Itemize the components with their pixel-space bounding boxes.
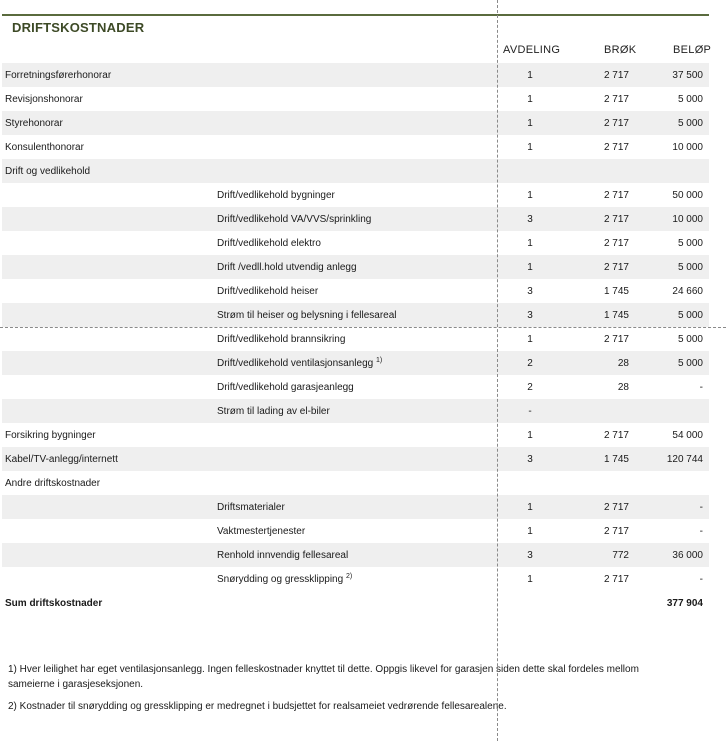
avdeling-cell: 1 bbox=[527, 70, 533, 81]
row-sublabel-text: Drift/vedlikehold elektro bbox=[217, 238, 321, 249]
table-row bbox=[2, 279, 709, 303]
belop-cell: 120 744 bbox=[666, 454, 703, 465]
belop-cell: 36 000 bbox=[672, 550, 703, 561]
row-sublabel-text: Drift/vedlikehold VA/VVS/sprinkling bbox=[217, 214, 372, 225]
brok-cell: 2 717 bbox=[603, 94, 629, 105]
row-sublabel-text: Drift /vedll.hold utvendig anlegg bbox=[217, 262, 357, 273]
avdeling-cell: 3 bbox=[527, 310, 533, 321]
table-row bbox=[2, 423, 709, 447]
row-label: Forsikring bygninger bbox=[5, 430, 96, 441]
avdeling-cell: 1 bbox=[527, 94, 533, 105]
row-sublabel-text: Strøm til heiser og belysning i fellesareal bbox=[217, 310, 397, 321]
brok-cell: 2 717 bbox=[603, 142, 629, 153]
table-row bbox=[2, 471, 709, 495]
brok-cell: 2 717 bbox=[603, 502, 629, 513]
avdeling-cell: 1 bbox=[527, 190, 533, 201]
belop-cell: 50 000 bbox=[672, 190, 703, 201]
row-label: Revisjonshonorar bbox=[5, 94, 83, 105]
table-row bbox=[2, 159, 709, 183]
avdeling-cell: 2 bbox=[527, 358, 533, 369]
table-row bbox=[2, 303, 709, 327]
avdeling-cell: 1 bbox=[527, 430, 533, 441]
table-row bbox=[2, 351, 709, 375]
table-row bbox=[2, 543, 709, 567]
avdeling-cell: 1 bbox=[527, 334, 533, 345]
table-row bbox=[2, 399, 709, 423]
brok-cell: 2 717 bbox=[603, 118, 629, 129]
belop-cell: 5 000 bbox=[677, 94, 703, 105]
avdeling-cell: 3 bbox=[527, 214, 533, 225]
row-sublabel-text: Drift/vedlikehold ventilasjonsanlegg bbox=[217, 358, 374, 369]
avdeling-cell: 1 bbox=[527, 142, 533, 153]
row-sublabel bbox=[217, 286, 318, 297]
column-header-brok: BRØK bbox=[604, 44, 637, 56]
brok-cell: 2 717 bbox=[603, 574, 629, 585]
row-sublabel-text: Vaktmestertjenester bbox=[217, 526, 306, 537]
brok-cell: 2 717 bbox=[603, 430, 629, 441]
row-label: Drift og vedlikehold bbox=[5, 166, 91, 177]
row-sublabel bbox=[217, 310, 397, 321]
row-sublabel bbox=[217, 502, 285, 513]
avdeling-cell: 1 bbox=[527, 118, 533, 129]
brok-cell: 28 bbox=[617, 358, 629, 369]
table-row bbox=[2, 207, 709, 231]
total-row bbox=[2, 591, 709, 615]
belop-cell: 5 000 bbox=[677, 262, 703, 273]
row-sublabel-text: Renhold innvendig fellesareal bbox=[217, 550, 349, 561]
page-fold-guide-vertical bbox=[497, 0, 498, 741]
row-sublabel bbox=[217, 262, 357, 273]
brok-cell: 2 717 bbox=[603, 238, 629, 249]
belop-cell: - bbox=[699, 382, 703, 393]
belop-cell: 24 660 bbox=[672, 286, 703, 297]
row-sublabel bbox=[217, 550, 348, 561]
row-label: Konsulenthonorar bbox=[5, 142, 84, 153]
row-sublabel bbox=[217, 406, 330, 417]
row-sublabel-text: Drift/vedlikehold heiser bbox=[217, 286, 319, 297]
row-label: Styrehonorar bbox=[5, 118, 63, 129]
row-sublabel bbox=[217, 190, 335, 201]
brok-cell: 1 745 bbox=[603, 286, 629, 297]
row-sublabel bbox=[217, 238, 321, 249]
brok-cell: 772 bbox=[612, 550, 629, 561]
table-row bbox=[2, 87, 709, 111]
row-sublabel bbox=[217, 334, 345, 345]
brok-cell: 2 717 bbox=[603, 214, 629, 225]
brok-cell: 2 717 bbox=[603, 190, 629, 201]
brok-cell: 2 717 bbox=[603, 334, 629, 345]
column-header-belop: BELØP bbox=[673, 44, 712, 56]
avdeling-cell: 3 bbox=[527, 286, 533, 297]
row-label: Andre driftskostnader bbox=[5, 478, 101, 489]
brok-cell: 2 717 bbox=[603, 526, 629, 537]
brok-cell: 28 bbox=[617, 382, 629, 393]
section-title: DRIFTSKOSTNADER bbox=[12, 20, 145, 35]
brok-cell: 2 717 bbox=[603, 70, 629, 81]
belop-cell: 5 000 bbox=[677, 358, 703, 369]
row-label: Forretningsførerhonorar bbox=[5, 70, 112, 81]
avdeling-cell: 2 bbox=[527, 382, 533, 393]
row-label: Sum driftskostnader bbox=[5, 598, 103, 609]
table-row bbox=[2, 63, 709, 87]
row-label: Kabel/TV-anlegg/internett bbox=[5, 454, 118, 465]
row-sublabel-text: Snørydding og gressklipping bbox=[217, 574, 344, 585]
avdeling-cell: 1 bbox=[527, 502, 533, 513]
brok-cell: 1 745 bbox=[603, 310, 629, 321]
belop-cell: 5 000 bbox=[677, 310, 703, 321]
avdeling-cell: 3 bbox=[527, 550, 533, 561]
table-row bbox=[2, 519, 709, 543]
table-row bbox=[2, 447, 709, 471]
table-row bbox=[2, 327, 709, 351]
table-row bbox=[2, 135, 709, 159]
row-sublabel-text: Drift/vedlikehold brannsikring bbox=[217, 334, 346, 345]
table-row bbox=[2, 255, 709, 279]
table-row bbox=[2, 375, 709, 399]
belop-cell: - bbox=[699, 526, 703, 537]
belop-cell: 5 000 bbox=[677, 334, 703, 345]
table-row bbox=[2, 111, 709, 135]
row-sublabel-text: Strøm til lading av el-biler bbox=[217, 406, 330, 417]
footnote-2: 2) Kostnader til snørydding og gressklipping er medregnet i budsjettet for realsameiet vedrørende fellesarealene. bbox=[8, 701, 507, 712]
belop-cell: - bbox=[699, 502, 703, 513]
footnote-1: 1) Hver leilighet har eget ventilasjonsanlegg. Ingen felleskostnader knyttet til dette. Oppgis likevel for garasjen siden dette skal fordeles mellom sameierne i garasjeseksjonen. bbox=[8, 664, 639, 690]
belop-cell: 5 000 bbox=[677, 238, 703, 249]
footnote-marker: 2) bbox=[345, 573, 353, 580]
brok-cell: 1 745 bbox=[603, 454, 629, 465]
footnote-marker: 1) bbox=[375, 357, 383, 364]
belop-cell: - bbox=[699, 574, 703, 585]
page-fold-guide-horizontal bbox=[0, 327, 726, 328]
belop-cell: 377 904 bbox=[666, 598, 703, 609]
row-sublabel bbox=[217, 574, 352, 585]
brok-cell: 2 717 bbox=[603, 262, 629, 273]
row-sublabel-text: Driftsmaterialer bbox=[217, 502, 285, 513]
section-top-rule bbox=[2, 14, 709, 16]
row-sublabel bbox=[217, 382, 354, 393]
row-sublabel bbox=[217, 358, 382, 369]
table-row bbox=[2, 231, 709, 255]
belop-cell: 10 000 bbox=[672, 214, 703, 225]
table-row bbox=[2, 495, 709, 519]
table-row bbox=[2, 183, 709, 207]
row-sublabel-text: Drift/vedlikehold garasjeanlegg bbox=[217, 382, 354, 393]
cost-table bbox=[2, 63, 709, 615]
table-row bbox=[2, 567, 709, 591]
belop-cell: 5 000 bbox=[677, 118, 703, 129]
avdeling-cell: 1 bbox=[527, 526, 533, 537]
belop-cell: 37 500 bbox=[672, 70, 703, 81]
avdeling-cell: 3 bbox=[527, 454, 533, 465]
avdeling-cell: 1 bbox=[527, 238, 533, 249]
row-sublabel bbox=[217, 526, 305, 537]
avdeling-cell: - bbox=[528, 406, 532, 417]
belop-cell: 54 000 bbox=[672, 430, 703, 441]
belop-cell: 10 000 bbox=[672, 142, 703, 153]
column-header-avdeling: AVDELING bbox=[503, 44, 561, 56]
row-sublabel bbox=[217, 214, 371, 225]
row-sublabel-text: Drift/vedlikehold bygninger bbox=[217, 190, 335, 201]
avdeling-cell: 1 bbox=[527, 574, 533, 585]
avdeling-cell: 1 bbox=[527, 262, 533, 273]
